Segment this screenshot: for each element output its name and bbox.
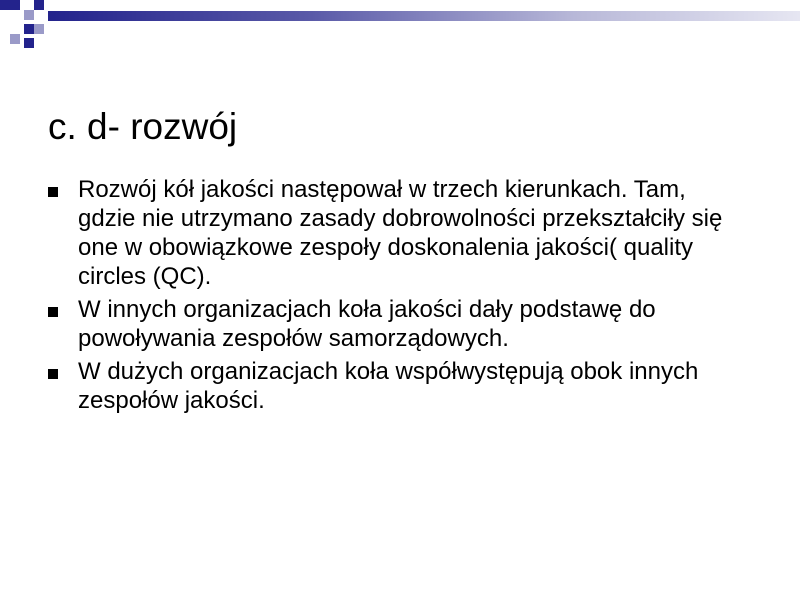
bullet-item — [48, 295, 738, 353]
header-gradient-bar — [48, 11, 800, 21]
bullet-item — [48, 357, 738, 415]
deco-square — [24, 24, 34, 34]
bullet-text: Rozwój kół jakości następował w trzech kierunkach. Tam, gdzie nie utrzymano zasady dobrowolności przekształciły się one w obowiązkowe zespoły doskonalenia jakości( quality circles (QC). — [78, 176, 723, 290]
square-bullet-icon — [48, 187, 58, 197]
deco-square — [34, 24, 44, 34]
deco-square — [24, 10, 34, 20]
deco-square — [10, 34, 20, 44]
deco-square — [24, 38, 34, 48]
bullet-text: W innych organizacjach koła jakości dały podstawę do powoływania zespołów samorządowych. — [78, 296, 656, 352]
slide-title: c. d- rozwój — [48, 105, 238, 147]
deco-square — [34, 0, 44, 10]
bullet-item — [48, 175, 738, 291]
deco-square — [0, 0, 10, 10]
bullet-list — [48, 175, 738, 419]
bullet-text: W dużych organizacjach koła współwystępują obok innych zespołów jakości. — [78, 358, 699, 414]
deco-square — [10, 0, 20, 10]
square-bullet-icon — [48, 369, 58, 379]
square-bullet-icon — [48, 307, 58, 317]
